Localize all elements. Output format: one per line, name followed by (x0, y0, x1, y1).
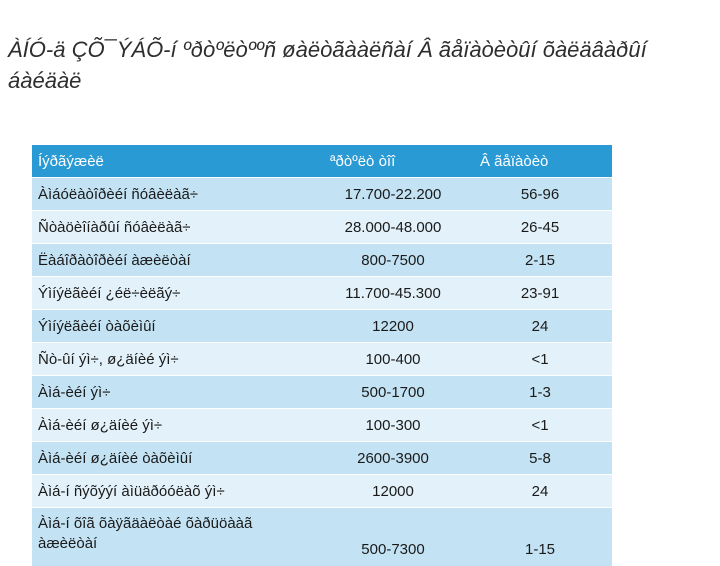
row-label: Àìá-èéí ø¿äíèé òàõèìûí (38, 449, 193, 467)
table-row (32, 474, 612, 507)
row-count: 100-400 (365, 350, 421, 368)
row-count: 500-7300 (361, 541, 425, 558)
row-rate: 26-45 (520, 218, 560, 236)
table-body (32, 177, 612, 566)
data-table (32, 145, 612, 566)
table-row (32, 342, 612, 375)
table-header-row (32, 145, 612, 177)
table-row (32, 210, 612, 243)
row-label: Àìá-í ñýõýýí àìüäðóóëàõ ýì÷ (38, 482, 225, 500)
row-rate: 24 (531, 482, 549, 500)
row-rate: <1 (531, 416, 549, 434)
row-label: Ëàáîðàòîðèéí àæèëòàí (38, 251, 191, 269)
table-row (32, 408, 612, 441)
table-row (32, 507, 612, 566)
row-count: 100-300 (365, 416, 421, 434)
header-cell-rate: Â ãåïàòèò (480, 152, 549, 170)
row-rate: <1 (531, 350, 549, 368)
row-label: Ýìíýëãèéí ¿éë÷èëãý÷ (38, 284, 181, 302)
row-count: 2600-3900 (357, 449, 429, 467)
row-rate: 1-15 (524, 541, 556, 558)
row-count: 11.700-45.300 (345, 284, 441, 302)
row-rate: 5-8 (529, 449, 551, 467)
table-row (32, 276, 612, 309)
row-rate: 23-91 (520, 284, 560, 302)
row-label: Àìá-èéí ýì÷ (38, 383, 111, 401)
table-row (32, 309, 612, 342)
row-count: 500-1700 (361, 383, 425, 401)
row-rate: 24 (531, 317, 549, 335)
table-row (32, 375, 612, 408)
row-rate: 1-3 (529, 383, 551, 401)
header-cell-count: ªðòºëò òîî (330, 152, 396, 170)
row-count: 17.700-22.200 (344, 185, 442, 203)
row-rate: 56-96 (520, 185, 560, 203)
row-label: Àìáóëàòîðèéí ñóâèëàã÷ (38, 185, 199, 203)
row-label: Ýìíýëãèéí òàõèìûí (38, 317, 156, 335)
row-rate: 2-15 (524, 251, 556, 269)
row-count: 800-7500 (361, 251, 425, 269)
row-label: Àìá-èéí ø¿äíèé ýì÷ (38, 416, 163, 434)
table-row (32, 177, 612, 210)
slide-title: ÀÍÓ-ä ÇÕ¯ÝÁÕ-í ºðòºëòººñ øàëòãààëñàí Â ãåïàòèòûí õàëäâàðûí áàéäàë (8, 37, 647, 93)
table-row (32, 243, 612, 276)
table-row (32, 441, 612, 474)
header-cell-type: Íýðãýæèë (38, 152, 104, 170)
row-count: 12000 (372, 482, 414, 500)
row-count: 28.000-48.000 (344, 218, 442, 236)
row-label: Ñò-ûí ýì÷, ø¿äíèé ýì÷ (38, 350, 179, 368)
row-label: Ñòàöèîíàðûí ñóâèëàã÷ (38, 218, 191, 236)
row-count: 12200 (372, 317, 414, 335)
row-label: Àìá-í õîã õàÿãäàëòàé õàðüöààã àæèëòàí (38, 515, 253, 552)
